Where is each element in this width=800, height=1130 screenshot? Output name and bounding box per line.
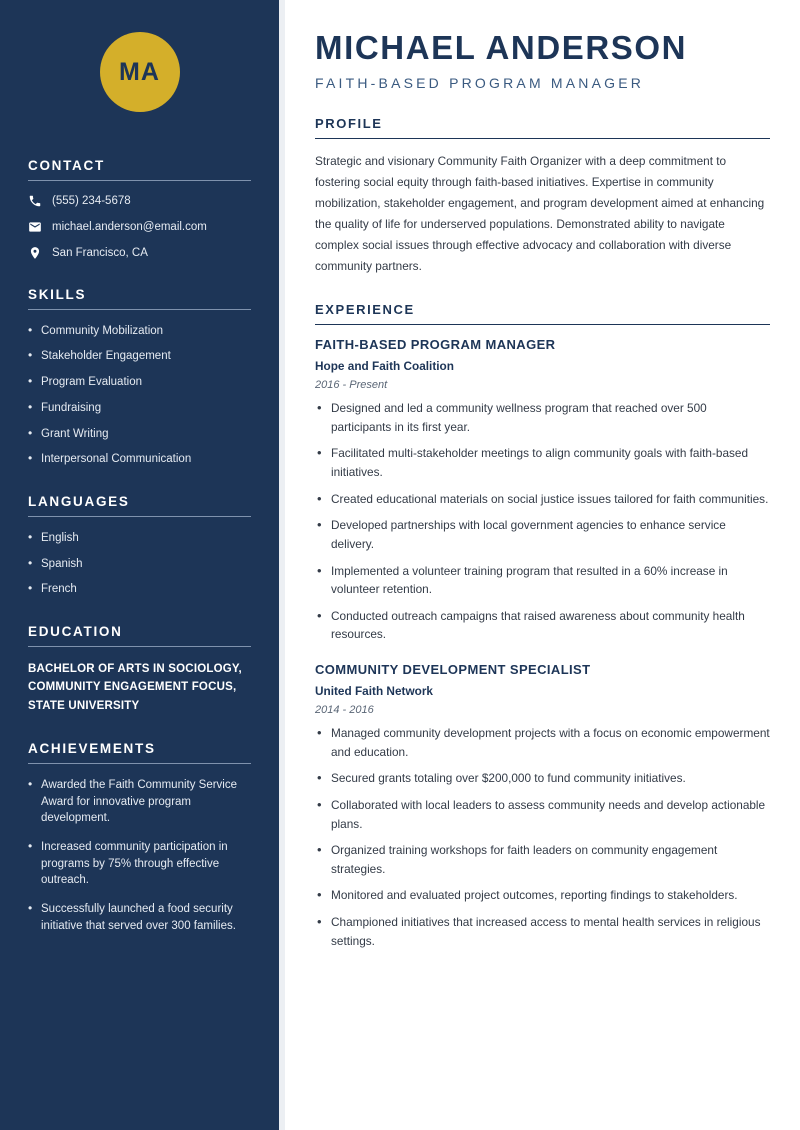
page-title: MICHAEL ANDERSON — [315, 29, 688, 66]
contact-email-row — [28, 220, 251, 235]
contact-location-row — [28, 246, 251, 261]
list-item: • Increased community participation in programs by 75% through effective outreach. — [28, 839, 251, 889]
languages-section — [28, 494, 251, 598]
list-item: • Interpersonal Communication — [28, 451, 251, 468]
contact-section-title: CONTACT — [28, 158, 251, 181]
list-item: • Stakeholder Engagement — [28, 348, 251, 365]
experience-dates: 2014 - 2016 — [315, 704, 374, 717]
list-item: • Monitored and evaluated project outcomes, reporting findings to stakeholders. — [315, 886, 770, 905]
list-item: • Managed community development projects with a focus on economic empowerment and education. — [315, 724, 770, 761]
profile-section — [315, 116, 770, 277]
education-entry: BACHELOR OF ARTS IN SOCIOLOGY, COMMUNITY ENGAGEMENT FOCUS, STATE UNIVERSITY — [28, 662, 242, 712]
contact-phone-value: (555) 234-5678 — [52, 195, 131, 207]
sidebar — [0, 0, 279, 1130]
list-item: • Spanish — [28, 556, 251, 573]
phone-icon — [28, 194, 42, 208]
experience-entry — [315, 662, 770, 950]
list-item: • Facilitated multi-stakeholder meetings to align community goals with faith-based initiatives. — [315, 444, 770, 481]
achievements-list — [28, 777, 251, 934]
contact-location-value: San Francisco, CA — [52, 246, 148, 259]
list-item: • Championed initiatives that increased access to mental health services in religious settings. — [315, 913, 770, 950]
profile-section-title: PROFILE — [315, 116, 770, 139]
experience-section-title: EXPERIENCE — [315, 302, 770, 325]
list-item: • Successfully launched a food security initiative that served over 300 families. — [28, 901, 251, 934]
list-item: • Collaborated with local leaders to assess community needs and develop actionable plans. — [315, 796, 770, 833]
list-item: • Designed and led a community wellness program that reached over 500 participants in its first year. — [315, 399, 770, 436]
experience-section — [315, 302, 770, 950]
job-role-subtitle: FAITH-BASED PROGRAM MANAGER — [315, 75, 645, 92]
experience-bullet-list — [315, 724, 770, 950]
education-section-title: EDUCATION — [28, 624, 251, 647]
list-item: • Program Evaluation — [28, 374, 251, 391]
experience-bullet-list — [315, 399, 770, 644]
email-icon — [28, 220, 42, 234]
education-section — [28, 624, 251, 715]
list-item: • Fundraising — [28, 400, 251, 417]
profile-text: Strategic and visionary Community Faith Organizer with a deep commitment to fostering social equity through faith-based initiatives. Expertise in community mobilization, stakeholder engagement, and program development aimed at enhancing the quality of life for underserved populations. Demonstrated ability to navigate complex social issues through effective advocacy and collaboration with diverse community partners. — [315, 154, 765, 274]
list-item: • Organized training workshops for faith leaders on community engagement strategies. — [315, 841, 770, 878]
main-content — [285, 0, 800, 1130]
experience-job-title: FAITH-BASED PROGRAM MANAGER — [315, 337, 556, 353]
skills-section-title: SKILLS — [28, 287, 251, 310]
achievements-section-title: ACHIEVEMENTS — [28, 741, 251, 764]
achievements-section — [28, 741, 251, 934]
contact-phone-row — [28, 194, 251, 209]
languages-list — [28, 530, 251, 598]
list-item: • Awarded the Faith Community Service Award for innovative program development. — [28, 777, 251, 827]
experience-company: United Faith Network — [315, 684, 433, 699]
location-pin-icon — [28, 246, 42, 260]
experience-dates: 2016 - Present — [315, 379, 388, 392]
list-item: • Grant Writing — [28, 426, 251, 443]
contact-email-value: michael.anderson@email.com — [52, 220, 207, 233]
list-item: • Secured grants totaling over $200,000 to fund community initiatives. — [315, 769, 770, 788]
avatar: MA — [100, 32, 180, 112]
experience-job-title: COMMUNITY DEVELOPMENT SPECIALIST — [315, 662, 591, 678]
list-item: • Implemented a volunteer training program that resulted in a 60% increase in volunteer retention. — [315, 562, 770, 599]
skills-section — [28, 287, 251, 468]
languages-section-title: LANGUAGES — [28, 494, 251, 517]
list-item: • English — [28, 530, 251, 547]
experience-company: Hope and Faith Coalition — [315, 359, 454, 374]
contact-section — [28, 158, 251, 261]
list-item: • French — [28, 581, 251, 598]
list-item: • Conducted outreach campaigns that raised awareness about community health resources. — [315, 607, 770, 644]
skills-list — [28, 323, 251, 468]
avatar-wrapper — [28, 32, 251, 112]
list-item: • Community Mobilization — [28, 323, 251, 340]
experience-entry — [315, 337, 770, 644]
list-item: • Developed partnerships with local government agencies to enhance service delivery. — [315, 516, 770, 553]
list-item: • Created educational materials on social justice issues tailored for faith communities. — [315, 490, 770, 509]
